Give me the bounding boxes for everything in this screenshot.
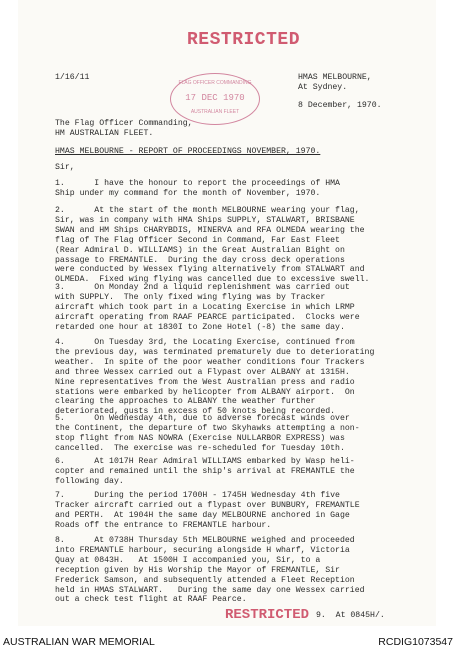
salutation: Sir, [55, 163, 75, 172]
seal-line-bottom: AUSTRALIAN FLEET [190, 109, 240, 115]
continuation-marker: 9. At 0845H/. [316, 611, 385, 620]
paragraph-5: 5. On Wednesday 4th, due to adverse forecast winds over the Continent, the departure of two Skyhawks attempting a non- stop flight from NAS NOWRA (Exercise NULLARBOR EXPRESS) was cancelled. The exercise was re-scheduled for Tuesday 10th. [55, 414, 360, 453]
paragraph-2: 2. At the start of the month MELBOURNE wearing your flag, Sir, was in company with HMA Ships SUPPLY, STALWART, BRISBANE SWAN and HM Ships CHARYBDIS, MINERVA and RFA OLMEDA wearing the flag of The Flag Officer Second in Command, Far East Fleet (Rear Admiral D. WILLIAMS) in the Great Australian Bight on passage to FREMANTLE. During the day cross deck operations were conducted by Wessex flying alternatively from STALWART and OLMEDA. Fixed wing flying was cancelled due to excessive swell. [55, 206, 370, 285]
restricted-stamp-bottom: RESTRICTED [225, 607, 310, 623]
subject-line: HMAS MELBOURNE - REPORT OF PROCEEDINGS NOVEMBER, 1970. [55, 147, 321, 156]
paragraph-6: 6. At 1017H Rear Admiral WILLIAMS embarked by Wasp heli- copter and remained until the ship's arrival at FREMANTLE the following day. [55, 457, 355, 486]
archive-footer-right: RCDIG1073547 [378, 636, 453, 648]
paragraph-1: 1. I have the honour to report the proceedings of HMA Ship under my command for the month of November, 1970. [55, 179, 340, 198]
paragraph-4: 4. On Tuesday 3rd, the Locating Exercise, continued from the previous day, was terminated prematurely due to deteriorating weather. In spite of the poor weather conditions four Trackers and three Wessex carried out a Flypast over ALBANY at 1315H. Nine representatives from the West Australian press and radio stations were embarked by helicopter from ALBANY airport. On clearing the approaches to ALBANY the weather further deteriorated, gusts in excess of 50 knots being recorded. [55, 338, 375, 417]
paragraph-3: 3. On Monday 2nd a liquid replenishment was carried out with SUPPLY. The only fixed wing flying was by Tracker aircraft which took part in a Locating Exercise in which LRMP aircraft operating from RAAF PEARCE participated. Clocks were retarded one hour at 1830I to Zone Hotel (-8) the same day. [55, 283, 360, 332]
ship-location: HMAS MELBOURNE, At Sydney. [298, 73, 372, 92]
received-date-stamp [170, 73, 260, 125]
paragraph-7: 7. During the period 1700H - 1745H Wednesday 4th five Tracker aircraft carried out a flypast over BUNBURY, FREMANTLE and PERTH. At 1904H the same day MELBOURNE anchored in Gage Roads off the entrance to FREMANTLE harbour. [55, 491, 360, 530]
addressee: The Flag Officer Commanding, HM AUSTRALIAN FLEET. [55, 119, 193, 138]
seal-line-top: FLAG OFFICER COMMANDING [178, 80, 252, 86]
archive-footer-left: AUSTRALIAN WAR MEMORIAL [3, 636, 155, 648]
file-reference: 1/16/11 [55, 73, 90, 82]
paragraph-8: 8. At 0738H Thursday 5th MELBOURNE weighed and proceeded into FREMANTLE harbour, securing alongside H wharf, Victoria Quay at 0843H. At 1500H I accompanied you, Sir, to a reception given by His Worship the Mayor of FREMANTLE, Sir Frederick Samson, and subsequently attended a Fleet Reception held in HMAS STALWART. During the same day one Wessex carried out a check test flight at RAAF Pearce. [55, 536, 365, 605]
seal-date: 17 DEC 1970 [185, 93, 245, 103]
letter-date: 8 December, 1970. [298, 101, 382, 110]
restricted-stamp-top: RESTRICTED [187, 30, 301, 50]
